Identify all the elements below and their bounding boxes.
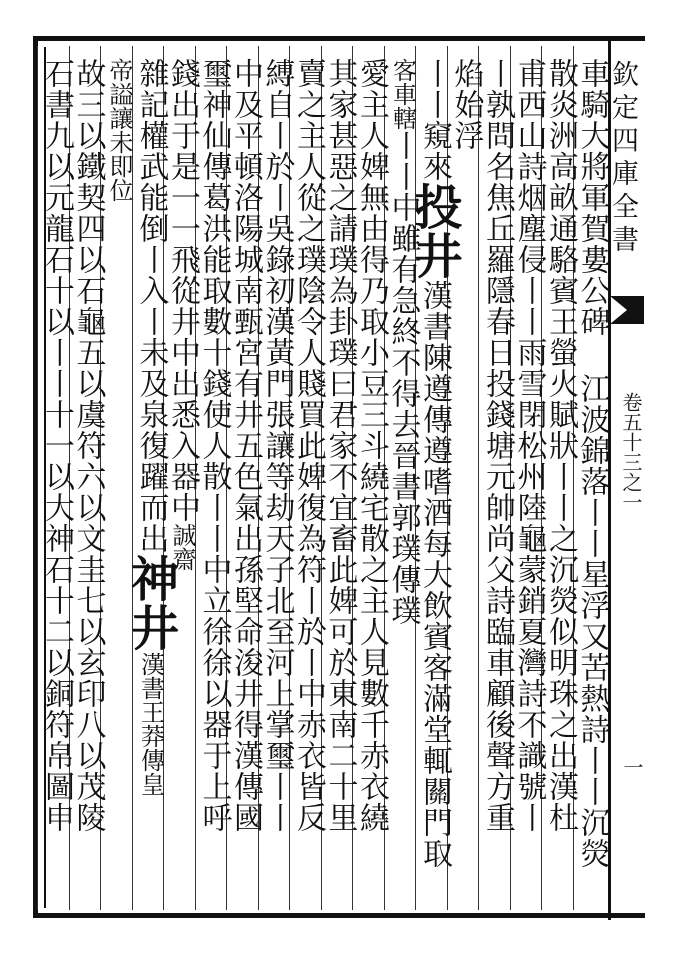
text-segment: 焰始浮	[448, 58, 484, 151]
text-segment: 客車轄	[388, 58, 417, 130]
text-segment: 丨丨中雖有急終不得去晉書郭璞傳璞	[385, 130, 421, 626]
text-segment: 雜記權武能倒丨入丨未及泉復躍而出	[133, 58, 169, 554]
text-segment: 散炎洲高畝通駱賓王螢火賦狀丨丨之沉熒似明珠之出漢杜	[543, 58, 578, 833]
text-segment: 漢書陳遵傳遵嗜酒每大飲賓客滿堂輒關門取	[417, 280, 452, 869]
text-segment: 故三以鐵契四以石龜五以虞符六以文圭七以玄印八以茂陵	[70, 58, 106, 833]
text-segment: 甫西山詩烟塵侵丨丨雨雪閉松州陸龜蒙銷夏灣詩不識號丨	[511, 58, 547, 833]
text-segment: 愛主人婢無由得乃取小豆三斗繞宅散之主人見數千赤衣繞	[354, 58, 389, 833]
entry-heading: 投井	[406, 182, 462, 280]
book-title: 欽定四庫全書	[607, 60, 638, 258]
text-segment: 其家甚惡之請璞為卦璞曰君家不宜畜此婢可於東南二十里	[322, 58, 358, 833]
volume-label: 卷五十三之一	[619, 392, 643, 512]
text-segment: 帝謚讓未即位	[105, 58, 133, 202]
text-segment: 車騎大將軍賀婁公碑 江波錦落丨丨星浮又苦熱詩丨丨沉熒	[574, 58, 610, 869]
page-number: 一	[620, 757, 644, 777]
text-segment: 賣之主人從之璞陰令人賤買此婢復為符丨於丨中赤衣皆反	[291, 58, 326, 833]
text-segment: 璽神仙傳葛洪能取數十錢使人散丨丨中立徐徐以器于上呼	[196, 58, 232, 833]
text-segment: 錢出于是一一飛從井中出悉入器中	[165, 58, 200, 523]
text-segment: 丨丨窺來	[417, 58, 452, 182]
text-segment: 石書九以元龍石十以丨丨十一以大神石十二以銅符帛圖申	[39, 58, 74, 833]
entry-heading: 神井	[122, 554, 179, 652]
text-segment: 中及平頓洛陽城南甄宮有井五色氣出孫堅命浚井得漢傳國	[228, 58, 263, 833]
text-segment: 誠齋	[168, 523, 196, 571]
text-segment: 縛自丨於丨吳錄初漢黃門張讓等劫天子北至河上掌璽丨丨	[259, 58, 295, 833]
text-segment: 丨孰問名焦丘羅隱春日投錢塘元帥尚父詩臨車顧後聲方重	[480, 58, 515, 833]
text-column	[31, 58, 77, 906]
text-segment: 漢書王莽傳皇	[136, 652, 165, 796]
